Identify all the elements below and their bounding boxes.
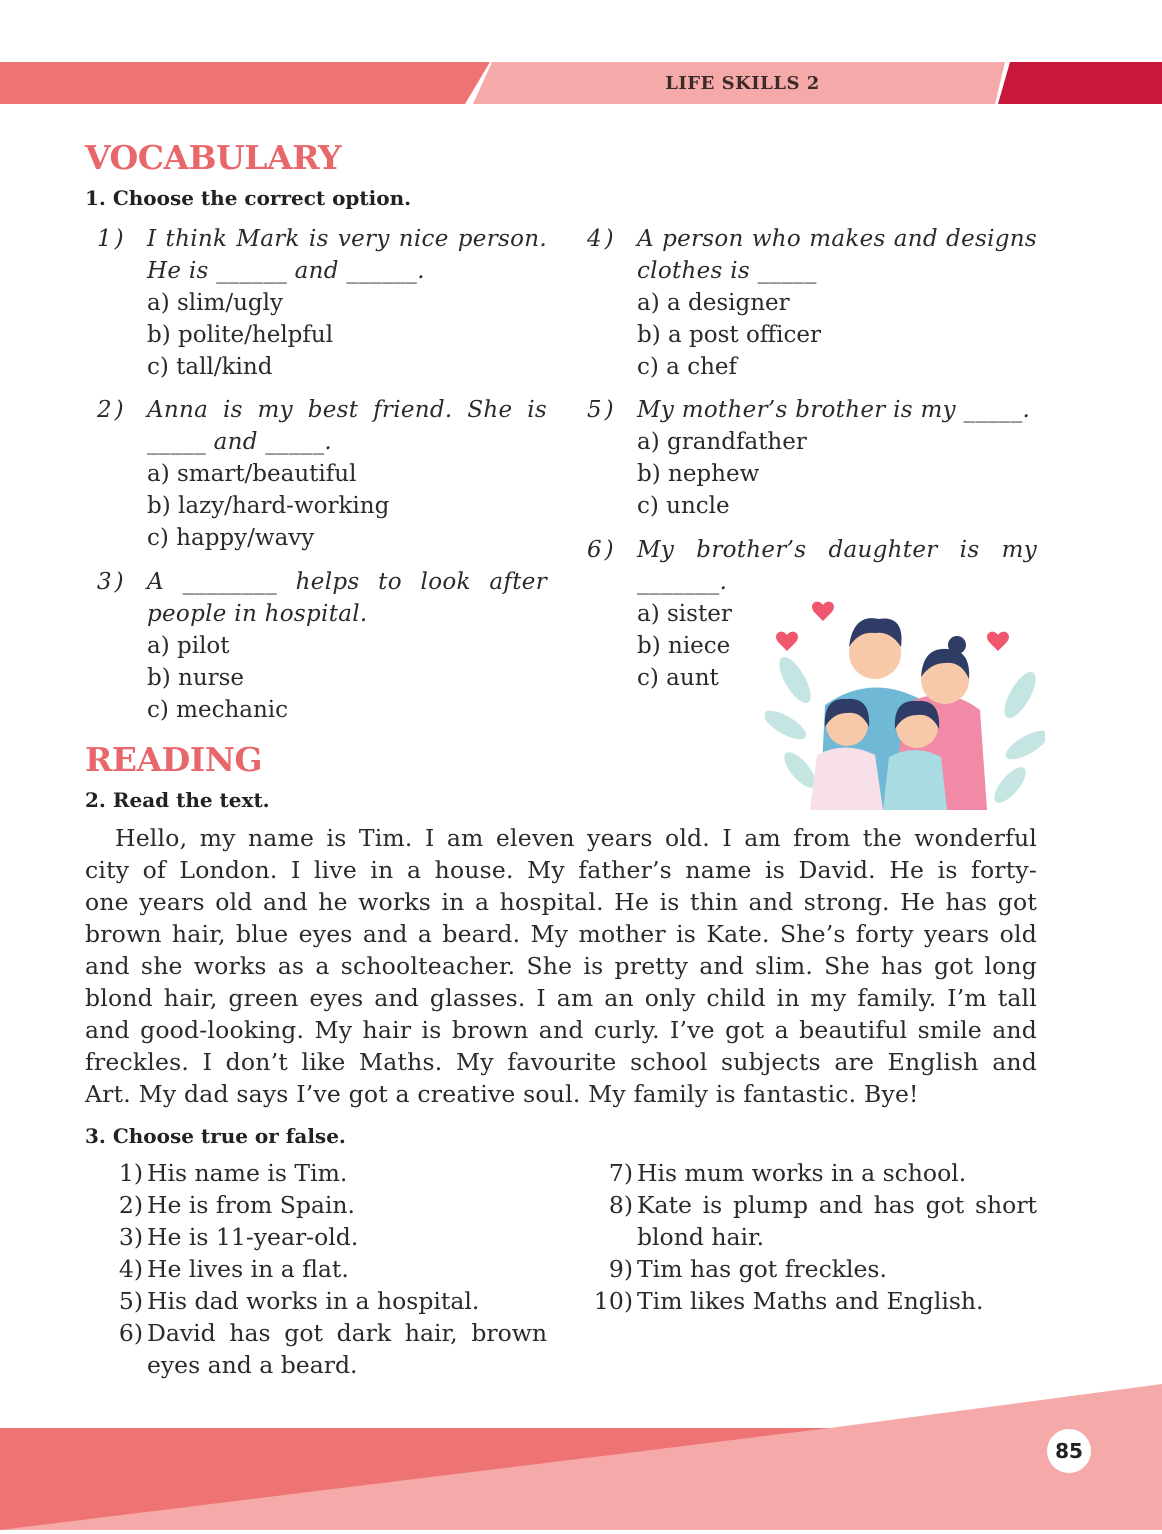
option-b[interactable]: b) niece — [637, 633, 731, 659]
option-a[interactable]: a) sister — [637, 601, 732, 627]
reading-line: city of London. I live in a house. My father’s name is David. He is forty- — [85, 856, 1037, 884]
question-stem-line: clothes is _____ — [637, 258, 817, 284]
option-c[interactable]: c) a chef — [637, 354, 738, 380]
header-shapes — [0, 0, 1162, 110]
option-b[interactable]: b) nurse — [147, 665, 245, 691]
statement-text: He is from Spain. — [147, 1191, 356, 1219]
statement-item[interactable] — [118, 1221, 547, 1253]
option-b[interactable]: b) lazy/hard-working — [147, 493, 390, 519]
statement-item[interactable] — [608, 1157, 1037, 1189]
true-false-task: 3. Choose true or false. — [85, 1124, 346, 1148]
footer-band — [0, 1380, 1162, 1530]
question-number: 3) — [97, 569, 127, 595]
option-a[interactable]: a) slim/ugly — [147, 290, 283, 316]
reading-line: and she works as a schoolteacher. She is pretty and slim. She has got long — [85, 952, 1037, 980]
reading-heading: READING — [85, 740, 263, 779]
reading-line: brown hair, blue eyes and a beard. My mother is Kate. She’s forty years old — [85, 920, 1037, 948]
option-b[interactable]: b) nephew — [637, 461, 760, 487]
vocabulary-heading: VOCABULARY — [85, 138, 342, 177]
reading-line: Hello, my name is Tim. I am eleven years old. I am from the wonderful — [115, 824, 1037, 852]
reading-line: Art. My dad says I’ve got a creative soul. My family is fantastic. Bye! — [85, 1080, 919, 1108]
family-illustration — [765, 585, 1045, 810]
statement-text: His mum works in a school. — [637, 1159, 967, 1187]
question-number: 6) — [587, 537, 617, 563]
statement-number: 9) — [608, 1255, 633, 1283]
statement-text: blond hair. — [637, 1223, 765, 1251]
question-number: 4) — [587, 226, 617, 252]
statement-number: 6) — [118, 1319, 143, 1347]
question-stem-line: A ________ helps to look after — [147, 569, 547, 595]
option-a[interactable]: a) a designer — [637, 290, 790, 316]
statement-number: 4) — [118, 1255, 143, 1283]
statement-number: 3) — [118, 1223, 143, 1251]
statement-number: 2) — [118, 1191, 143, 1219]
true-false-left-column — [118, 1157, 547, 1381]
header-band — [0, 0, 1162, 110]
statement-text: eyes and a beard. — [147, 1351, 358, 1379]
statement-item[interactable] — [608, 1189, 1037, 1253]
question-stem-line: _____ and _____. — [147, 429, 332, 455]
statement-item[interactable] — [118, 1189, 547, 1221]
statement-item[interactable] — [593, 1285, 1037, 1317]
statement-item[interactable] — [118, 1317, 547, 1381]
reading-line: one years old and he works in a hospital. He is thin and strong. He has got — [85, 888, 1037, 916]
page-number: 85 — [1047, 1429, 1091, 1473]
option-b[interactable]: b) a post officer — [637, 322, 821, 348]
reading-task: 2. Read the text. — [85, 788, 270, 812]
option-c[interactable]: c) aunt — [637, 665, 719, 691]
question-number: 2) — [97, 397, 127, 423]
statement-item[interactable] — [118, 1253, 547, 1285]
statement-text: His name is Tim. — [147, 1159, 348, 1187]
header-title: LIFE SKILLS 2 — [665, 73, 820, 94]
statement-text: He lives in a flat. — [147, 1255, 349, 1283]
reading-line: and good-looking. My hair is brown and curly. I’ve got a beautiful smile and — [85, 1016, 1037, 1044]
statement-item[interactable] — [118, 1285, 547, 1317]
statement-text: His dad works in a hospital. — [147, 1287, 480, 1315]
question-stem-line: people in hospital. — [147, 601, 368, 627]
statement-number: 1) — [118, 1159, 143, 1187]
question-stem-line: He is ______ and ______. — [147, 258, 425, 284]
option-c[interactable]: c) tall/kind — [147, 354, 273, 380]
option-c[interactable]: c) uncle — [637, 493, 730, 519]
reading-text — [85, 822, 1037, 1110]
statement-text: He is 11-year-old. — [147, 1223, 359, 1251]
option-a[interactable]: a) smart/beautiful — [147, 461, 357, 487]
statement-number: 8) — [608, 1191, 633, 1219]
question-stem-line: My mother’s brother is my _____. — [637, 397, 1031, 423]
question-number: 5) — [587, 397, 617, 423]
question-stem-line: _______. — [637, 569, 728, 595]
question-stem-line: My brother’s daughter is my — [637, 537, 1037, 563]
reading-line: blond hair, green eyes and glasses. I am an only child in my family. I’m tall — [85, 984, 1037, 1012]
option-a[interactable]: a) pilot — [147, 633, 230, 659]
statement-text: Tim has got freckles. — [637, 1255, 887, 1283]
reading-line: freckles. I don’t like Maths. My favourite school subjects are English and — [85, 1048, 1037, 1076]
option-c[interactable]: c) happy/wavy — [147, 525, 315, 551]
statement-text: Kate is plump and has got short — [637, 1191, 1037, 1219]
option-c[interactable]: c) mechanic — [147, 697, 289, 723]
question-stem-line: A person who makes and designs — [637, 226, 1037, 252]
option-a[interactable]: a) grandfather — [637, 429, 807, 455]
statement-item[interactable] — [608, 1253, 1037, 1285]
footer-shapes — [0, 1380, 1162, 1530]
question-stem-line: I think Mark is very nice person. — [147, 226, 547, 252]
statement-text: Tim likes Maths and English. — [637, 1287, 984, 1315]
option-b[interactable]: b) polite/helpful — [147, 322, 334, 348]
statement-number: 10) — [593, 1287, 633, 1315]
question-stem-line: Anna is my best friend. She is — [147, 397, 547, 423]
statement-number: 7) — [608, 1159, 633, 1187]
statement-number: 5) — [118, 1287, 143, 1315]
question-number: 1) — [97, 226, 127, 252]
true-false-right-column — [593, 1157, 1037, 1317]
vocabulary-task: 1. Choose the correct option. — [85, 186, 412, 210]
statement-item[interactable] — [118, 1157, 547, 1189]
statement-text: David has got dark hair, brown — [147, 1319, 547, 1347]
